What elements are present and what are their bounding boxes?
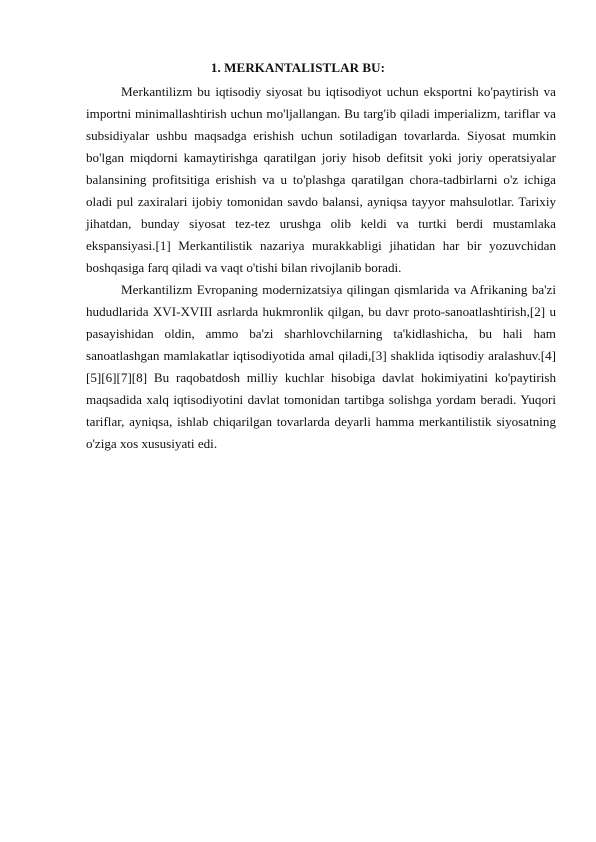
body-text xyxy=(86,81,556,455)
paragraph-2: Merkantilizm Evropaning modernizatsiya qilingan qismlarida va Afrikaning ba'zi hududlarida XVI-XVIII asrlarda hukmronlik qilgan, bu davr proto-sanoatlashtirish,[2] u pasayishidan oldin, ammo ba'zi sharhlovchilarning ta'kidlashicha, bu hali ham sanoatlashgan mamlakatlar iqtisodiyotida amal qiladi,[3] shaklida iqtisodiy aralashuv.[4][5][6][7][8] Bu raqobatdosh milliy kuchlar hisobiga davlat hokimiyatini ko'paytirish maqsadida xalq iqtisodiyotini davlat tomonidan tartibga solishga yordam beradi. Yuqori tariflar, ayniqsa, ishlab chiqarilgan tovarlarda deyarli hamma merkantilistik siyosatning o'ziga xos xususiyati edi. xyxy=(86,282,556,451)
paragraph-1: Merkantilizm bu iqtisodiy siyosat bu iqtisodiyot uchun eksportni ko'paytirish va importni minimallashtirish uchun mo'ljallangan. Bu targ'ib qiladi imperializm, tariflar va subsidiyalar ushbu maqsadga erishish uchun sotiladigan tovarlarda. Siyosat mumkin bo'lgan miqdorni kamaytirishga qaratilgan joriy hisob defitsit yoki joriy operatsiyalar balansining profitsitiga erishish va u to'plashga qaratilgan chora-tadbirlarni o'z ichiga oladi pul zaxiralari ijobiy tomonidan savdo balansi, ayniqsa tayyor mahsulotlar. Tarixiy jihatdan, bunday siyosat tez-tez urushga olib keldi va turtki berdi mustamlaka ekspansiyasi.[1] Merkantilistik nazariya murakkabligi jihatidan har bir yozuvchidan boshqasiga farq qiladi va vaqt o'tishi bilan rivojlanib boradi. xyxy=(86,84,556,275)
section-heading: 1. MERKANTALISTLAR BU: xyxy=(210,60,386,75)
